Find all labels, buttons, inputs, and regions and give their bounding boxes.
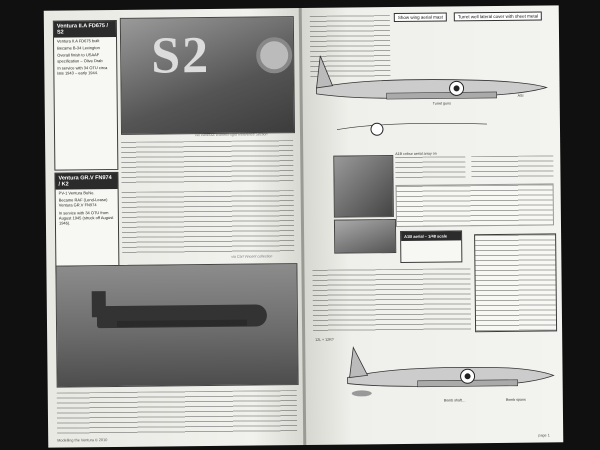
info-box [396,183,554,227]
page-footer: Modelling the Ventura © 2010 [57,438,108,443]
photo-ventura-s2 [120,16,295,138]
photo-caption: via Carl Vincent collection [231,254,273,259]
photo-turret-closeup [334,219,396,254]
photo-caption: via Vanessa Warren/Flight Reference Section [195,132,268,138]
roundel-icon [256,37,292,73]
left-page [44,8,306,448]
sidebar-bullet: PV-1 Ventura BuNo. [58,190,95,196]
sidebar-bullet: Overall finish to USAAF specification – Olive Drab [57,52,103,64]
aircraft-fin [92,291,106,317]
right-page [302,5,564,445]
callout-box: Show wing aerial mast [394,12,447,22]
sidebar-title: Ventura GR.V FN974 / K2 [55,173,117,190]
fuselage-marking: S2 [150,26,211,85]
body-text-block [471,155,553,178]
drawing-label: ASI [517,93,524,98]
sidebar-bullet: In service with 34 OTU circa late 1943 – early 1944. [57,64,108,76]
sidebar-bullet: Became RAF (Lend-Lease) Ventura GR.V FN974 [58,197,108,208]
photo-turret-detail [333,155,394,218]
callout-box: Turret well lateral cover with sheet metal [454,11,542,21]
ventura-profile-drawing [306,35,557,148]
sidebar-bullet: In service with 34 OTU from August 1945 (struck off August 1946). [58,209,114,226]
drawing-label: 12L + 12R? [315,337,334,342]
drawing-label: Bomb shaft… [443,398,466,403]
sidebar-bullet: Ventura II.A FD675 built [57,38,100,44]
photo-ventura-ground [55,263,298,388]
open-booklet [44,5,564,447]
sidebar-title: Ventura II.A FD675 / S2 [54,21,116,38]
drawing-label: Turret guns [432,101,451,106]
body-text-block [121,140,293,184]
sidebar-bullet: Became B-34 Lexington [57,45,100,51]
info-box-text [475,234,556,331]
sidebar-box-1 [53,20,119,171]
body-text-block [57,390,297,437]
aerial-chart [400,230,462,263]
body-text-block [395,156,465,179]
info-box-right [474,233,557,332]
sidebar-box-2 [54,172,119,275]
page-number: page 1 [538,433,550,438]
info-box-text [397,184,553,226]
chart-title: A1B aerial – 1/48 scale [401,231,461,241]
ventura-profile-drawing-2 [327,331,558,419]
drawing-label: Bomb spans [505,397,526,402]
body-text-block [312,268,471,332]
colour-label: A1B colour aerial array on [395,151,437,157]
